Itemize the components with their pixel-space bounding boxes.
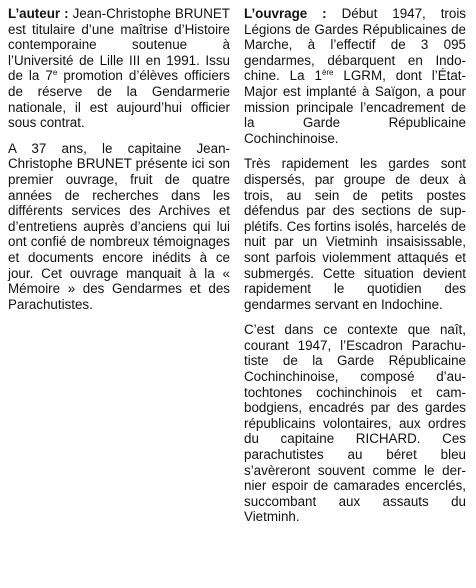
work-column	[244, 6, 466, 535]
work-paragraph	[244, 6, 466, 146]
work-text-b: LGRM, dont l’État-Major est implanté à Saïgon, a pour mission principale l’encadrement de la Garde Républicaine Cochinchinoise.	[244, 68, 466, 146]
ordinal-superscript: ère	[321, 68, 334, 78]
work-paragraph-2: Très rapidement les gardes sont dispersés, par groupe de deux à trois, au sein de petits postes défendus par des sections de supplétifs. Ces fortins isolés, harcelés de nuit par un Vietminh insaisissable, sont parfois violemment attaqués et submergés. Cette situation devient rapidement le quotidien des gendarmes servant en Indochine.	[244, 156, 466, 312]
ordinal-superscript: e	[52, 68, 58, 78]
work-label: L’ouvrage :	[244, 6, 327, 21]
work-text-a: Début 1947, trois Légions de Gardes Républicaines de Marche, à l’effectif de 3 095 gendarmes, débarquent en Indochine. La 1	[244, 6, 466, 84]
author-column	[8, 6, 230, 322]
work-paragraph-3: C’est dans ce contexte que naît, courant 1947, l’Escadron Parachutiste de la Garde Républicaine Cochinchinoise, composé d’autochtones cochinchinois et cambodgiens, encadrés par des gardes républicains volontaires, aux ordres du capitaine RICHARD. Ces parachutistes au béret bleu s’avèreront souvent comme le dernier espoir de camarades encerclés, succombant aux assauts du Vietminh.	[244, 322, 466, 525]
author-book-paragraph: A 37 ans, le capitaine Jean-Christophe BRUNET présente ici son premier ouvrage, fruit de quatre années de recherches dans les différents services des Archives et d’entretiens auprès d’anciens qui lui ont confié de nombreux témoignages et documents encore inédits à ce jour. Cet ouvrage manquait à la « Mémoire » des Gendarmes et des Parachutistes.	[8, 140, 230, 312]
author-text-b: promotion d’élèves officiers de réserve de la Gendarmerie nationale, il est aujourd’hui officier sous contrat.	[8, 68, 230, 131]
author-paragraph	[8, 6, 230, 131]
author-label: L’auteur :	[8, 6, 69, 21]
author-text-a: Jean-Christophe BRUNET est titulaire d’une maîtrise d’Histoire contemporaine soutenue à l’Université de Lille III en 1991. Issu de la 7	[8, 6, 230, 84]
